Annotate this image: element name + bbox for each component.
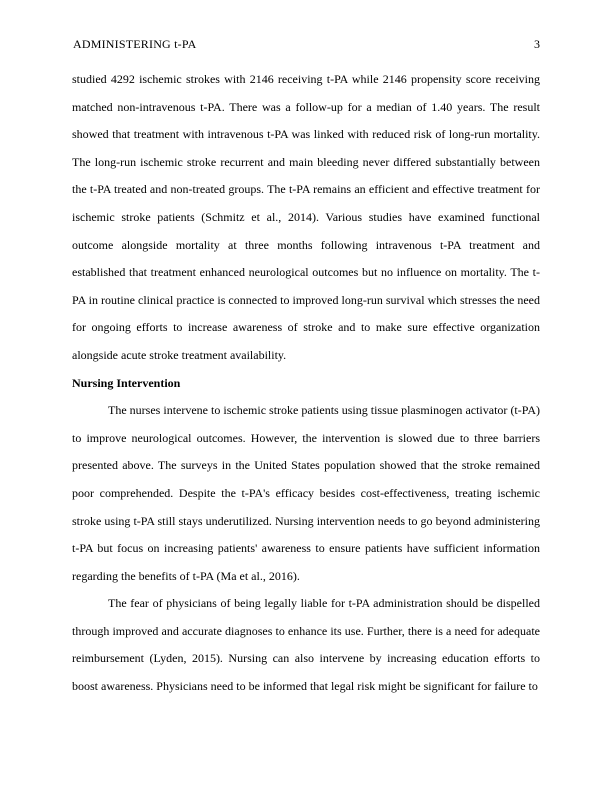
running-head: ADMINISTERING t-PA [73, 37, 197, 51]
paragraph-physician-fear: The fear of physicians of being legally liable for t-PA administration should be dispelled through improved and accurate diagnoses to enhance its use. Further, there is a need for adequate reimbursement (Lyden, 2015). Nursing can also intervene by increasing education efforts to boost awareness. Physicians need to be informed that legal risk might be significant for failure to [72, 596, 540, 694]
paragraph-continuation: studied 4292 ischemic strokes with 2146 receiving t-PA while 2146 propensity score receiving matched non-intravenous t-PA. There was a follow-up for a median of 1.40 years. The result showed that treatment with intravenous t-PA was linked with reduced risk of long-run mortality. The long-run ischemic stroke recurrent and main bleeding never differed substantially between the t-PA treated and non-treated groups. The t-PA remains an efficient and effective treatment for ischemic stroke patients (Schmitz et al., 2014). Various studies have examined functional outcome alongside mortality at three months following intravenous t-PA treatment and established that treatment enhanced neurological outcomes but no influence on mortality. The t-PA in routine clinical practice is connected to improved long-run survival which stresses the need for ongoing efforts to increase awareness of stroke and to make sure effective organization alongside acute stroke treatment availability. [72, 72, 540, 362]
paragraph-nursing-intervention: The nurses intervene to ischemic stroke patients using tissue plasminogen activator (t-PA) to improve neurological outcomes. However, the intervention is slowed due to three barriers presented above. The surveys in the United States population showed that the stroke remained poor comprehended. Despite the t-PA's efficacy besides cost-effectiveness, treating ischemic stroke using t-PA still stays underutilized. Nursing intervention needs to go beyond administering t-PA but focus on increasing patients' awareness to ensure patients have sufficient information regarding the benefits of t-PA (Ma et al., 2016). [72, 403, 540, 583]
page-number: 3 [534, 37, 540, 51]
section-heading: Nursing Intervention [72, 375, 181, 390]
body-text [72, 66, 540, 701]
